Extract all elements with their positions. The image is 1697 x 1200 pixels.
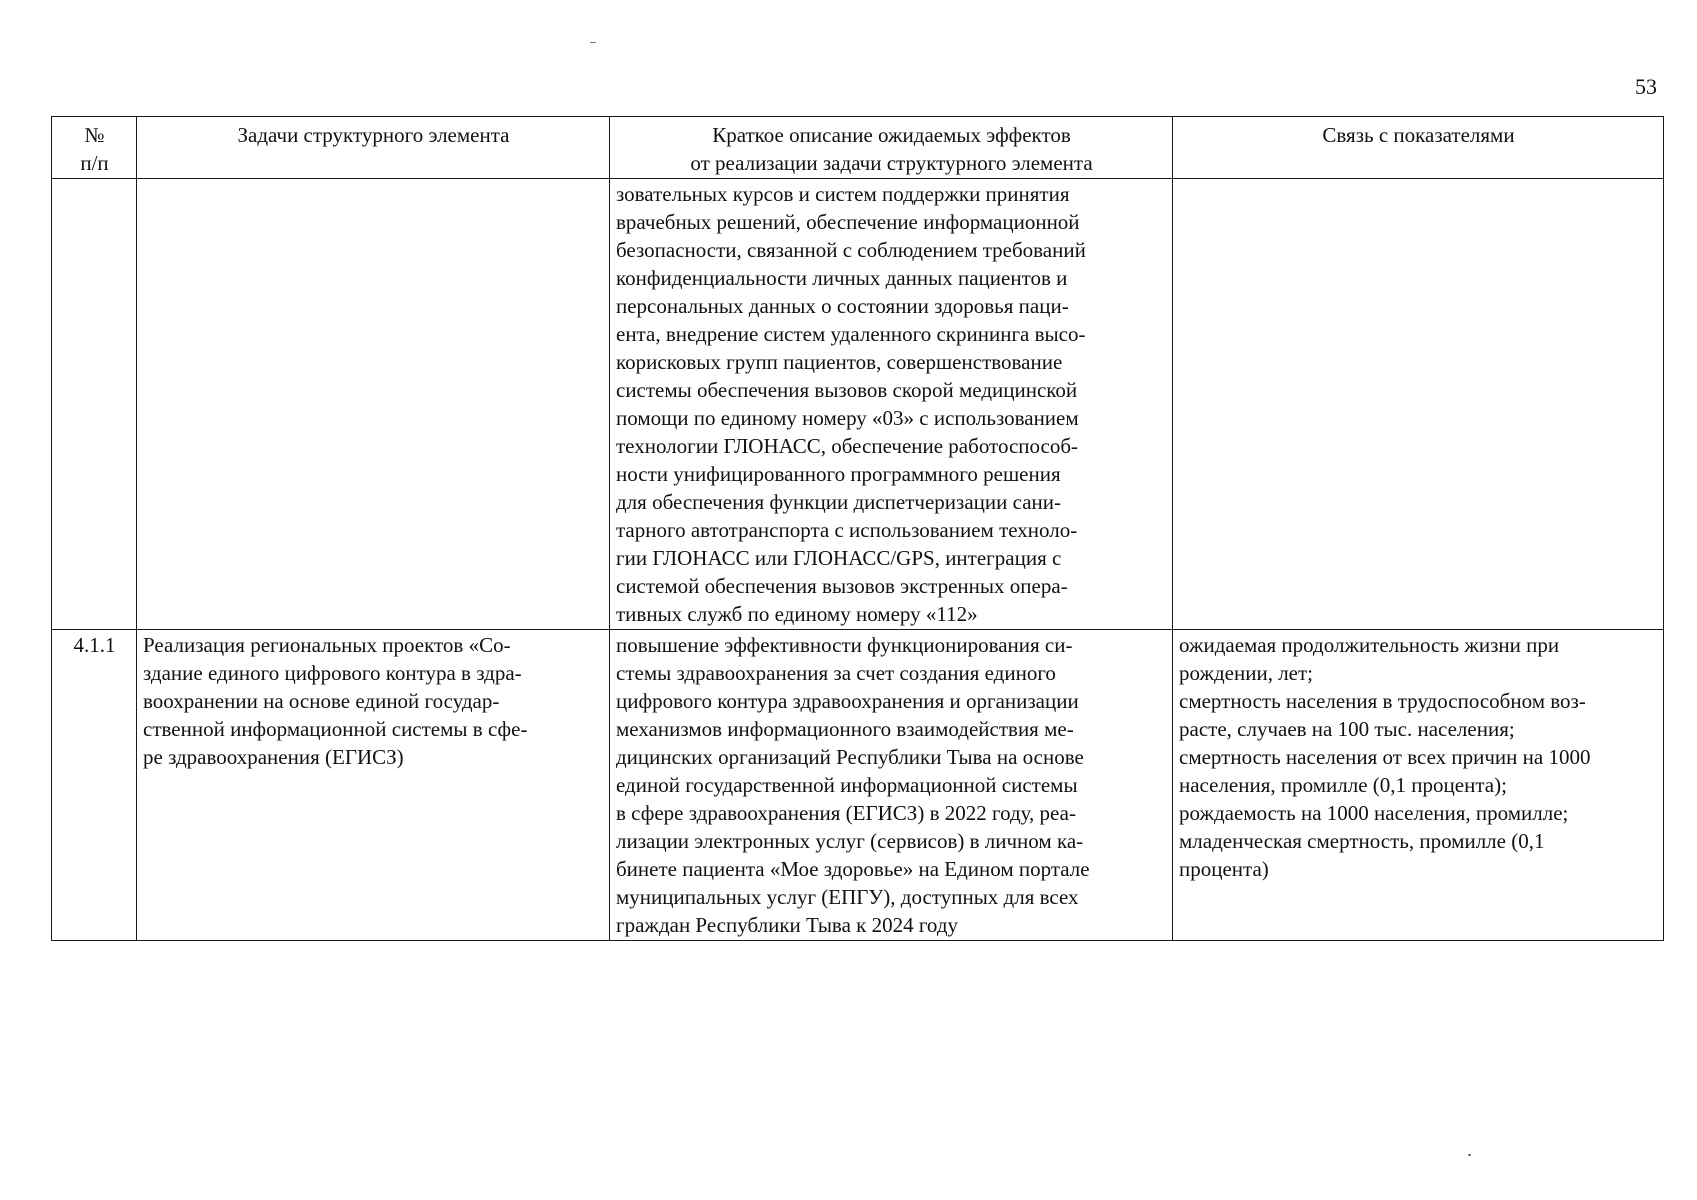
text-line: бинете пациента «Мое здоровье» на Едином портале	[616, 857, 1090, 881]
text-line: повышение эффективности функционирования си-	[616, 633, 1073, 657]
cell-link	[1173, 179, 1664, 630]
text-line: населения, промилле (0,1 процента);	[1179, 773, 1507, 797]
text-line: младенческая смертность, промилле (0,1	[1179, 829, 1545, 853]
cell-effect	[610, 630, 1173, 941]
text-line: расте, случаев на 100 тыс. населения;	[1179, 717, 1515, 741]
text-line: тарного автотранспорта с использованием техноло-	[616, 518, 1078, 542]
text-line: помощи по единому номеру «03» с использованием	[616, 406, 1079, 430]
text-line: в сфере здравоохранения (ЕГИСЗ) в 2022 году, реа-	[616, 801, 1076, 825]
text-line: зовательных курсов и систем поддержки принятия	[616, 182, 1070, 206]
text-line: персональных данных о состоянии здоровья паци-	[616, 294, 1069, 318]
scan-speck-top	[590, 42, 596, 43]
text-line: тивных служб по единому номеру «112»	[616, 602, 978, 626]
text-line: процента)	[1179, 857, 1269, 881]
header-text-line: Связь с показателями	[1322, 123, 1515, 147]
text-line: корисковых групп пациентов, совершенствование	[616, 350, 1063, 374]
header-text-line: Задачи структурного элемента	[237, 123, 510, 147]
page-number: 53	[1635, 74, 1657, 99]
text-line: механизмов информационного взаимодействия ме-	[616, 717, 1074, 741]
text-line: технологии ГЛОНАСС, обеспечение работоспособ-	[616, 434, 1079, 458]
text-line: стемы здравоохранения за счет создания единого	[616, 661, 1056, 685]
text-line: ожидаемая продолжительность жизни при	[1179, 633, 1560, 657]
text-line: врачебных решений, обеспечение информационной	[616, 210, 1080, 234]
header-text-line: п/п	[80, 151, 109, 175]
text-line: системой обеспечения вызовов экстренных опера-	[616, 574, 1068, 598]
text-line: воохранении на основе единой государ-	[143, 689, 500, 713]
cell-task	[137, 179, 610, 630]
cell-task	[137, 630, 610, 941]
header-effect	[610, 117, 1173, 179]
text-line: граждан Республики Тыва к 2024 году	[616, 913, 959, 937]
text-line: безопасности, связанной с соблюдением требований	[616, 238, 1086, 262]
tasks-table	[51, 116, 1664, 941]
text-line: рождаемость на 1000 населения, промилле;	[1179, 801, 1569, 825]
header-num	[52, 117, 137, 179]
cell-effect	[610, 179, 1173, 630]
header-text-line: №	[84, 123, 105, 147]
header-link	[1173, 117, 1664, 179]
text-line: ента, внедрение систем удаленного скрининга высо-	[616, 322, 1086, 346]
scan-speck-bottom	[1468, 1154, 1471, 1156]
text-line: ре здравоохранения (ЕГИСЗ)	[143, 745, 404, 769]
text-line: Реализация региональных проектов «Со-	[143, 633, 511, 657]
text-line: ности унифицированного программного решения	[616, 462, 1061, 486]
text-line: системы обеспечения вызовов скорой медицинской	[616, 378, 1078, 402]
text-line: единой государственной информационной системы	[616, 773, 1078, 797]
text-line: гии ГЛОНАСС или ГЛОНАСС/GPS, интеграция с	[616, 546, 1062, 570]
text-line: цифрового контура здравоохранения и организации	[616, 689, 1079, 713]
text-line: смертность населения от всех причин на 1000	[1179, 745, 1591, 769]
header-text-line: Краткое описание ожидаемых эффектов	[712, 123, 1071, 147]
header-task	[137, 117, 610, 179]
text-line: для обеспечения функции диспетчеризации сани-	[616, 490, 1061, 514]
text-line: здание единого цифрового контура в здра-	[143, 661, 522, 685]
text-line: смертность населения в трудоспособном воз-	[1179, 689, 1586, 713]
text-line: лизации электронных услуг (сервисов) в личном ка-	[616, 829, 1084, 853]
cell-link	[1173, 630, 1664, 941]
text-line: конфиденциальности личных данных пациентов и	[616, 266, 1068, 290]
table-header-row	[52, 117, 1664, 179]
cell-num	[52, 179, 137, 630]
table-row	[52, 630, 1664, 941]
text-line: ственной информационной системы в сфе-	[143, 717, 528, 741]
text-line: рождении, лет;	[1179, 661, 1314, 685]
text-line: муниципальных услуг (ЕПГУ), доступных для всех	[616, 885, 1079, 909]
table-row	[52, 179, 1664, 630]
text-line: дицинских организаций Республики Тыва на основе	[616, 745, 1084, 769]
header-text-line: от реализации задачи структурного элемента	[690, 151, 1093, 175]
cell-num: 4.1.1	[52, 630, 137, 941]
